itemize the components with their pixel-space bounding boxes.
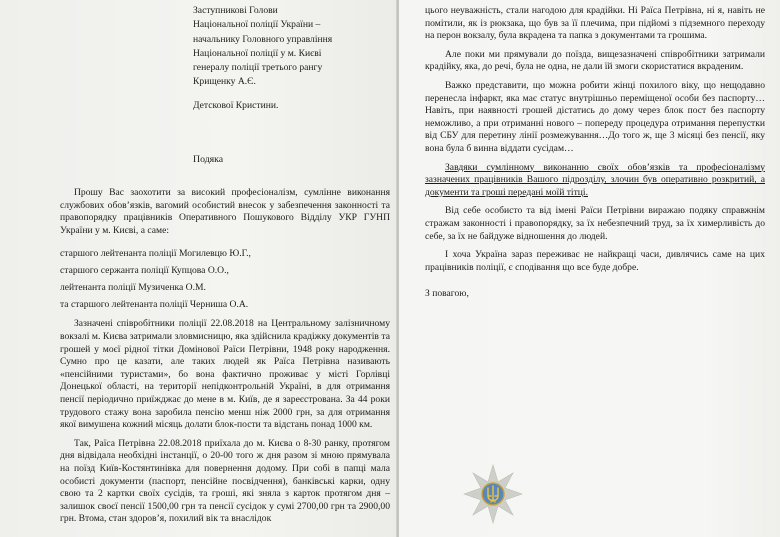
addressee-line: Національної поліції України – [193,19,321,31]
body-paragraph: Зазначені співробітники поліції 22.08.2018 на Центральному залізничному вокзалі м. Києва затримали зловмисницю, яка здійснила крадіжку документів та грошей у моєї рідної тітки Домінової Раїси Петрівни, 1948 року народження. Сумно про це казати, але таких людей як Раїса Петрівна називають «пенсійними туристами», бо вона фактично проживає у місті Горлівці Донецької області, на території непідконтрольній Україні, в для отримання пенсії періодично приїжджає до мене в м. Київ, де я зареєстрована. За 44 роки трудового стажу вона заробила пенсію менш ніж 2000 грн, за для отримання якої вимушена кожний місяць долати блок-пости та відстань понад 1000 км. [60,318,390,431]
letter-page-right [399,0,780,537]
addressee-line: генералу поліції третього рангу [193,62,323,74]
letter-title: Подяка [193,154,224,165]
officer-item: лейтенанта поліції Музиченка О.М. [60,282,206,294]
addressee-line: Заступникові Голови [193,5,278,16]
body-paragraph: Але поки ми прямували до поїзда, вищезазначені співробітники затримали крадійку, яка, до речі, була не одна, не дали їй змоги скористатися вкраденим. [425,48,765,73]
intro-paragraph: Прошу Вас заохотити за високий професіоналізм, сумлінне виконання службових обов’язків, вагомий особистий внесок у забезпечення законності та правопорядку працівників Оперативного Пошукового Відділу УКР ГУНП України у м. Києві, а саме: [60,187,390,236]
body-paragraph: І хоча Україна зараз переживає не найкращі часи, дивлячись саме на цих працівників поліції, є сподівання що все буде добре. [425,249,765,273]
officer-item: старшого сержанта поліції Купцова О.О., [60,265,229,277]
body-paragraph: Від себе особисто та від імені Раїси Петрівни виражаю подяку справжнім стражам законності і правопорядку, за їх небезпечний труд, за їх химерливість до себе, за їх не байдуже відношення до людей. [425,205,765,242]
letter-body-right [425,5,765,301]
officer-item: та старшого лейтенанта поліції Черниша О.А. [60,299,249,311]
addressee-block [193,4,393,90]
body-paragraph: цього неуважність, стали нагодою для крадійки. Ні Раїса Петрівна, ні я, навіть не помітили, як із рюкзака, що був за її плечима, при підйомі з підземного переходу на перон вокзалу, була вкрадена та папка з документами та грошима. [425,5,765,42]
letter-body-left [60,187,390,526]
officer-item: старшого лейтенанта поліції Могилевцю Ю.Г., [60,248,251,260]
closing: З повагою, [425,288,469,300]
sender-name: Детскової Кристини. [193,100,279,111]
addressee-line: Крищенку А.Є. [193,76,256,88]
body-paragraph: Так, Раїса Петрівна 22.08.2018 приїхала до м. Києва о 8-30 ранку, протягом дня відвідала необхідні інстанції, о 20-00 того ж дня разом зі мною прямувала на поїзд Київ-Костянтинівка для повернення додому. При собі в папці мала особисті документи (паспорт, пенсійне посвідчення), банківські карки, одну свою та 2 картки своїх сусідів, та гроші, які зняла з карток протягом дня – залишок своєї пенсії 1500,00 грн та пенсії сусідок у сумі 2700,00 грн та 2900,00 грн. Втома, стан здоров’я, похилий вік та внаслідок [60,437,390,525]
addressee-line: Національної поліції у м. Києві [193,47,322,59]
body-paragraph: Важко представити, що можна робити жінці похилого віку, що нещодавно перенесла інфаркт, яка має статус внутрішньо переміщеної особи без паспорту… Навіть, при наявності грошей дістатись до дому через блок пост без паспорту неможливо, а при отриманні нового – попереду процедура отримання перепустки від СБУ для перетину лінії розмежування…До того ж, ще 3 місяці без пенсії, яку вона була б винна віддати сусідам… [425,79,765,154]
police-star-trident-icon [462,463,524,525]
addressee-line: начальнику Головного управління [193,33,333,45]
body-paragraph: Завдяки сумлінному виконанню своїх обов’язків та професіоналізму зазначених працівників Вашого підрозділу, злочин був оперативно розкритий, а документи та гроші передані моїй тітці. [425,161,765,198]
